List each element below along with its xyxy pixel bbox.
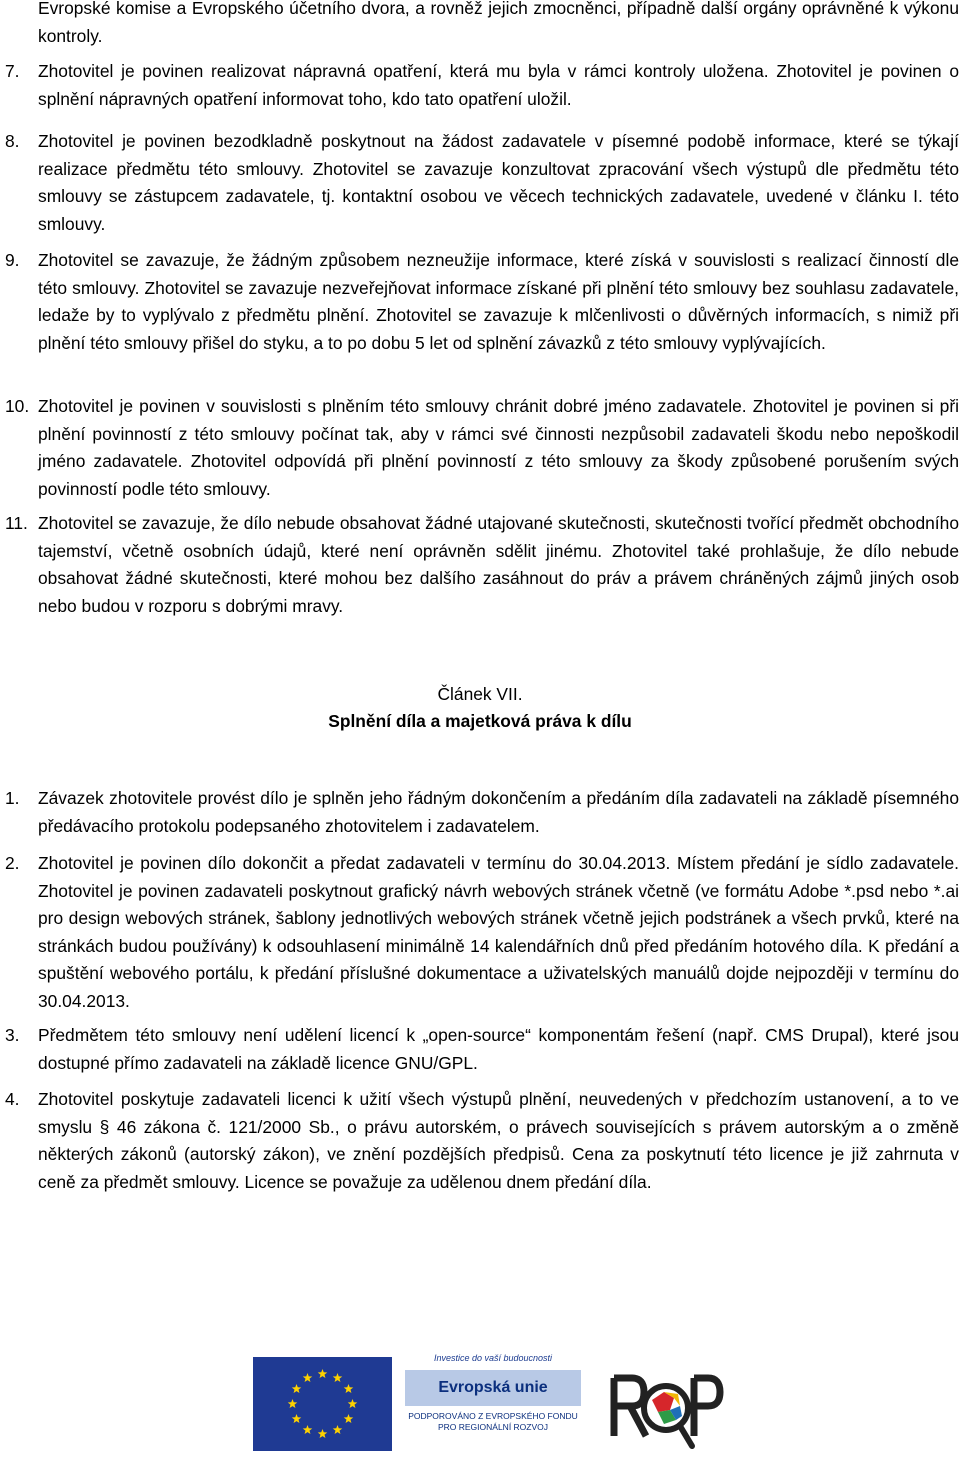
article-item-1 bbox=[0, 785, 959, 840]
paragraph-continuation: Evropské komise a Evropského účetního dvora, a rovněž jejich zmocněnci, případně další orgány oprávněné k výkonu kontroly. bbox=[38, 0, 959, 46]
clause-9 bbox=[0, 247, 959, 357]
clause-number: 11. bbox=[5, 513, 28, 533]
clause-text: Zhotovitel se zavazuje, že žádným způsobem nezneužije informace, které získá v souvislosti s realizací činností dle této smlouvy. Zhotovitel se zavazuje nezveřejňovat informace získané při plnění této smlouvy bez souhlasu zadavatele, ledaže by to vyplývalo z předmětu plnění. Zhotovitel se zavazuje k mlčenlivosti o důvěrných informacích, s nimiž při plnění této smlouvy přišel do styku, a to po dobu 5 let od splnění závazků z této smlouvy vyplývajících. bbox=[38, 250, 959, 353]
clause-text: Zhotovitel je povinen v souvislosti s plněním této smlouvy chránit dobré jméno zadavatele. Zhotovitel je povinen si při plnění povinností z této smlouvy počínat tak, aby v rámci své činnosti nezpůsobil zadavateli škodu nebo nepoškodil jméno zadavatele. Zhotovitel odpovídá při plnění povinností z této smlouvy za škody způsobené porušením svých povinností podle této smlouvy. bbox=[38, 396, 959, 499]
item-text: Zhotovitel je povinen dílo dokončit a předat zadavateli v termínu do 30.04.2013. Místem předání je sídlo zadavatele. Zhotovitel je povinen zadavateli poskytnout grafický návrh webových stránek včetně (ve formátu Adobe *.psd nebo *.ai pro design webových stránek, šablony jednotlivých webových stránek včetně jejich podstránek a všech prvků, které na stránkách budou používány) k odsouhlasení minimálně 14 kalendářních dnů před předáním hotového díla. K předání a spuštění webového portálu, k předání příslušné dokumentace a uživatelských manuálů dojde nejpozději v termínu do 30.04.2013. bbox=[38, 853, 959, 1011]
item-text: Závazek zhotovitele provést dílo je splněn jeho řádným dokončením a předáním díla zadavateli na základě písemného předávacího protokolu podepsaného zhotovitelem i zadavatelem. bbox=[38, 788, 959, 836]
eu-investment-logo bbox=[405, 1353, 581, 1457]
clause-number: 8. bbox=[5, 131, 20, 151]
clause-10 bbox=[0, 393, 959, 503]
rop-logo bbox=[608, 1358, 724, 1456]
article-item-3 bbox=[0, 1022, 959, 1077]
item-number: 1. bbox=[5, 788, 20, 808]
item-number: 2. bbox=[5, 853, 20, 873]
item-number: 4. bbox=[5, 1089, 20, 1109]
article-number: Článek VII. bbox=[437, 684, 523, 704]
clause-number: 10. bbox=[5, 396, 30, 416]
item-text: Předmětem této smlouvy není udělení licencí k „open-source“ komponentám řešení (např. CMS Drupal), které jsou dostupné přímo zadavateli na základě licence GNU/GPL. bbox=[38, 1025, 959, 1073]
item-text: Zhotovitel poskytuje zadavateli licenci k užití všech výstupů plnění, neuvedených v předchozím ustanovení, a to ve smyslu § 46 zákona č. 121/2000 Sb., o právu autorském, o právech souvisejících s právem autorským a o změně některých zákonů (autorský zákon), ve znění pozdějších předpisů. Cena za poskytnutí této licence je již zahrnuta v ceně za předmět smlouvy. Licence se považuje za udělenou dnem předání díla. bbox=[38, 1089, 959, 1192]
clause-text: Zhotovitel se zavazuje, že dílo nebude obsahovat žádné utajované skutečnosti, skutečnosti tvořící předmět obchodního tajemství, včetně osobních údajů, které není oprávněn sdělit jinému. Zhotovitel také prohlašuje, že dílo nebude obsahovat žádné skutečnosti, které mohou bez dalšího zasáhnout do práv a právem chráněných zájmů jiných osob nebo budou v rozporu s dobrými mravy. bbox=[38, 513, 959, 616]
eu-fund-line-1: PODPOROVÁNO Z EVROPSKÉHO FONDU bbox=[408, 1411, 578, 1421]
eu-flag-logo bbox=[253, 1357, 392, 1451]
clause-text: Zhotovitel je povinen realizovat nápravná opatření, která mu byla v rámci kontroly uložena. Zhotovitel je povinen o splnění nápravných opatření informovat toho, kdo tato opatření uložil. bbox=[38, 61, 959, 109]
article-title: Splnění díla a majetková práva k dílu bbox=[328, 711, 632, 731]
eu-name-band bbox=[405, 1370, 581, 1406]
clause-7 bbox=[0, 58, 959, 113]
article-item-2 bbox=[0, 850, 959, 1015]
clause-number: 7. bbox=[5, 61, 20, 81]
article-item-4 bbox=[0, 1086, 959, 1196]
clause-number: 9. bbox=[5, 250, 20, 270]
eu-fund-line-2: PRO REGIONÁLNÍ ROZVOJ bbox=[437, 1422, 549, 1432]
item-number: 3. bbox=[5, 1025, 20, 1045]
eu-tagline: Investice do vaší budoucnosti bbox=[433, 1353, 553, 1363]
eu-name: Evropská unie bbox=[438, 1379, 548, 1396]
eu-fund-text bbox=[405, 1411, 581, 1433]
clause-text: Zhotovitel je povinen bezodkladně poskytnout na žádost zadavatele v písemné podobě informace, které se týkají realizace předmětu této smlouvy. Zhotovitel se zavazuje konzultovat zpracování všech výstupů dle předmětu této smlouvy se zástupcem zadavatele, tj. kontaktní osobou ve věcech technických zadavatele, uvedené v článku I. této smlouvy. bbox=[38, 131, 959, 234]
clause-8 bbox=[0, 128, 959, 238]
clause-11 bbox=[0, 510, 959, 620]
